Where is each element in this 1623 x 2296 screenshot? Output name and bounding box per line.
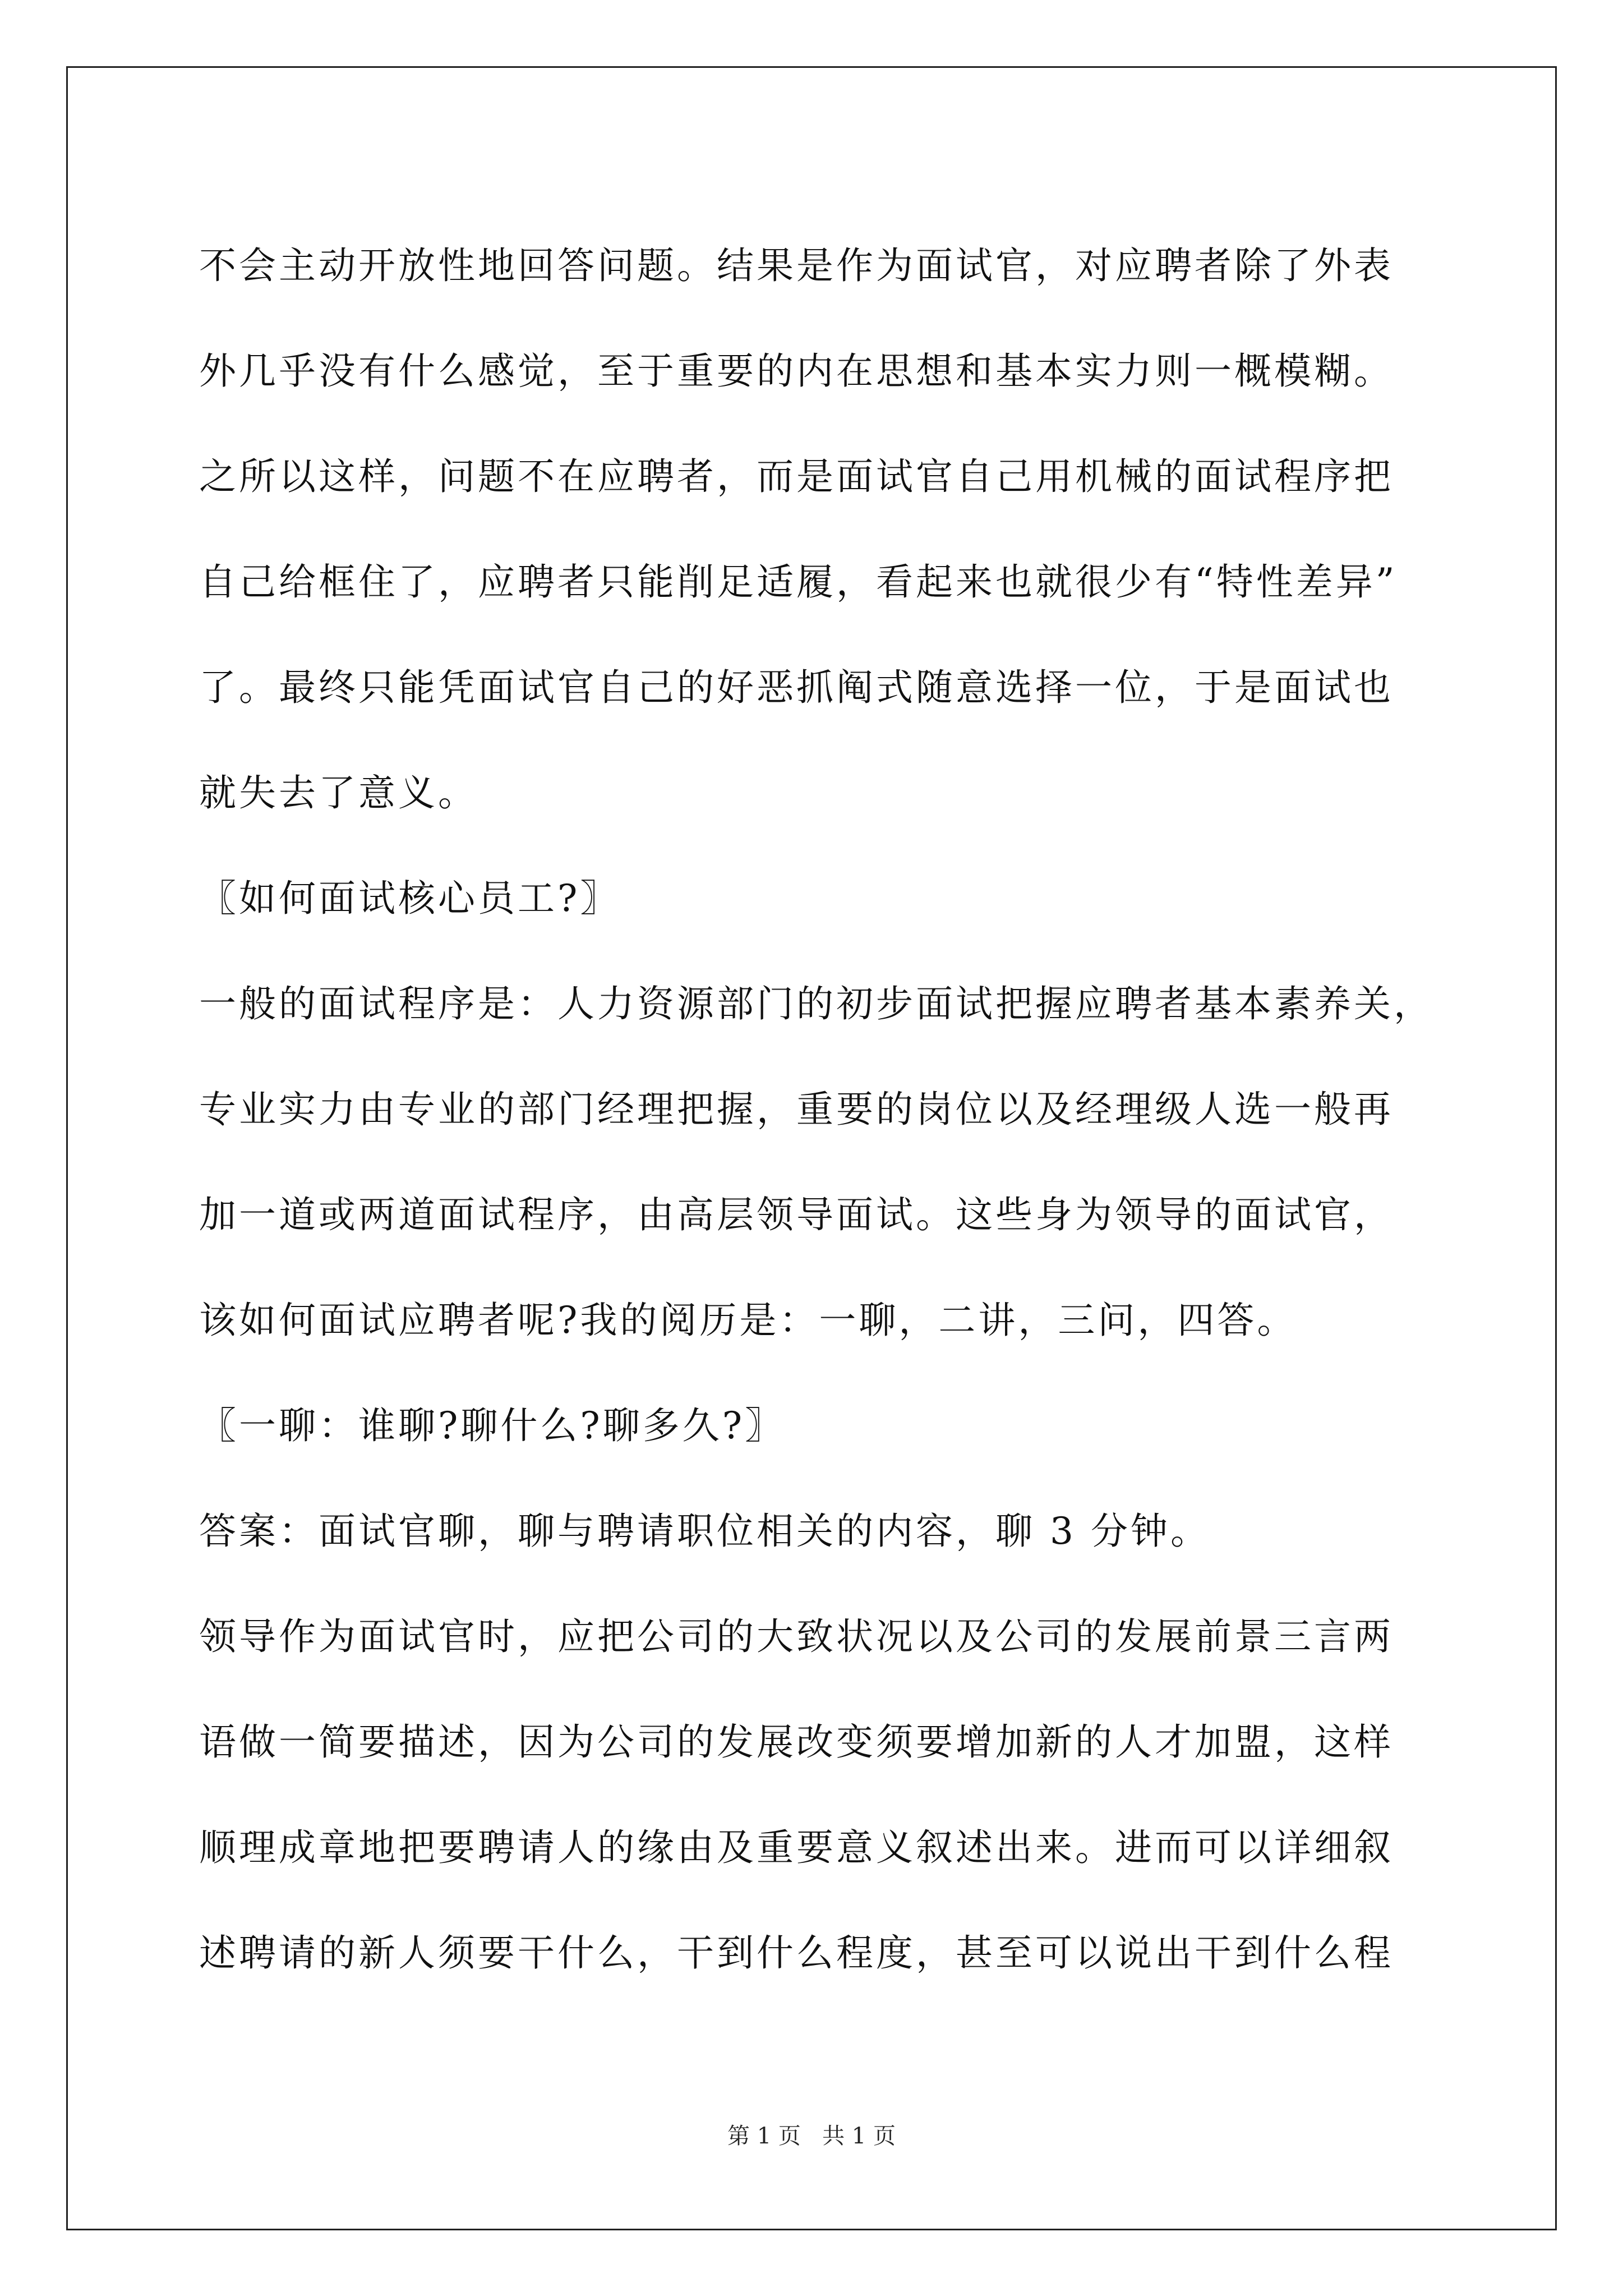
text-line: 之所以这样，问题不在应聘者，而是面试官自己用机械的面试程序把 xyxy=(199,455,1394,498)
text-line: 答案：面试官聊，聊与聘请职位相关的内容，聊 3 分钟。 xyxy=(199,1510,1210,1553)
text-line: 一般的面试程序是：人力资源部门的初步面试把握应聘者基本素养关， xyxy=(199,982,1433,1025)
text-line: 专业实力由专业的部门经理把握，重要的岗位以及经理级人选一般再 xyxy=(199,1088,1394,1131)
page-footer: 第 1 页 共 1 页 xyxy=(727,2123,896,2149)
text-line: 述聘请的新人须要干什么，干到什么程度，甚至可以说出干到什么程 xyxy=(199,1931,1394,1975)
text-line: 该如何面试应聘者呢?我的阅历是：一聊，二讲，三问，四答。 xyxy=(199,1299,1297,1342)
text-line: 加一道或两道面试程序，由高层领导面试。这些身为领导的面试官， xyxy=(199,1193,1394,1236)
text-line: 顺理成章地把要聘请人的缘由及重要意义叙述出来。进而可以详细叙 xyxy=(199,1826,1394,1869)
text-line: 领导作为面试官时，应把公司的大致状况以及公司的发展前景三言两 xyxy=(199,1615,1394,1658)
section-heading: 〖如何面试核心员工?〗 xyxy=(199,877,620,920)
text-line: 不会主动开放性地回答问题。结果是作为面试官，对应聘者除了外表 xyxy=(199,244,1394,287)
section-heading: 〖一聊：谁聊?聊什么?聊多久?〗 xyxy=(199,1404,785,1447)
text-line: 自己给框住了，应聘者只能削足适履，看起来也就很少有“特性差异” xyxy=(199,560,1398,604)
text-line: 了。最终只能凭面试官自己的好恶抓阄式随意选择一位，于是面试也 xyxy=(199,666,1394,709)
text-line: 外几乎没有什么感觉，至于重要的内在思想和基本实力则一概模糊。 xyxy=(199,349,1394,393)
document-body xyxy=(199,213,1455,2006)
text-line: 就失去了意义。 xyxy=(199,771,478,815)
text-line: 语做一简要描述，因为公司的发展改变须要增加新的人才加盟，这样 xyxy=(199,1720,1394,1764)
